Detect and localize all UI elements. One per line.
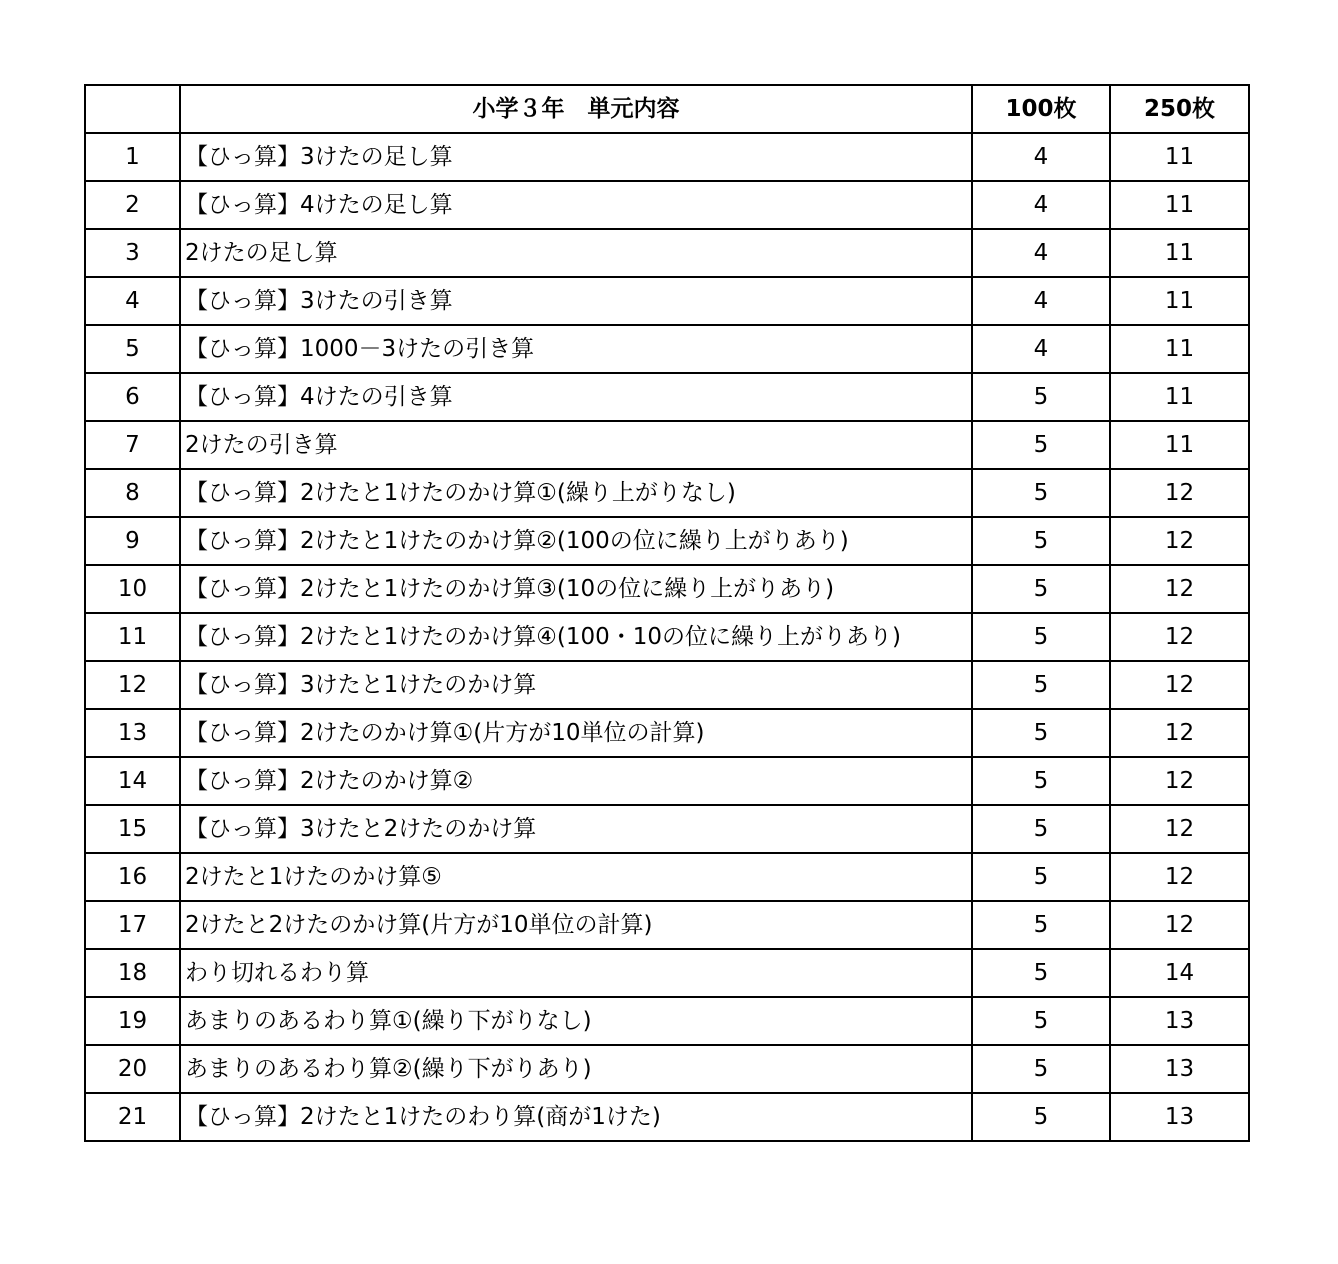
row-number: 18 [85,949,180,997]
count-100-sheets: 5 [972,709,1110,757]
row-number: 17 [85,901,180,949]
unit-title: 【ひっ算】1000－3けたの引き算 [180,325,972,373]
unit-title: 【ひっ算】2けたと1けたのかけ算④(100・10の位に繰り上がりあり) [180,613,972,661]
row-number: 12 [85,661,180,709]
count-100-sheets: 4 [972,277,1110,325]
count-250-sheets: 11 [1110,181,1249,229]
unit-title: 【ひっ算】2けたと1けたのわり算(商が1けた) [180,1093,972,1141]
unit-title: 【ひっ算】2けたと1けたのかけ算②(100の位に繰り上がりあり) [180,517,972,565]
table-row [85,517,1249,565]
row-number: 14 [85,757,180,805]
count-250-sheets: 12 [1110,613,1249,661]
table-row [85,709,1249,757]
row-number: 9 [85,517,180,565]
unit-title: 【ひっ算】3けたの足し算 [180,133,972,181]
row-number: 16 [85,853,180,901]
row-number: 19 [85,997,180,1045]
unit-title: わり切れるわり算 [180,949,972,997]
unit-title: 2けたの足し算 [180,229,972,277]
count-100-sheets: 5 [972,1045,1110,1093]
count-250-sheets: 11 [1110,421,1249,469]
unit-title: 【ひっ算】3けたと1けたのかけ算 [180,661,972,709]
count-100-sheets: 5 [972,805,1110,853]
count-100-sheets: 5 [972,1093,1110,1141]
row-number: 11 [85,613,180,661]
count-250-sheets: 11 [1110,325,1249,373]
table-row [85,469,1249,517]
count-250-sheets: 14 [1110,949,1249,997]
count-250-sheets: 11 [1110,373,1249,421]
count-250-sheets: 12 [1110,757,1249,805]
count-250-sheets: 12 [1110,901,1249,949]
table-row [85,613,1249,661]
row-number: 8 [85,469,180,517]
row-number: 2 [85,181,180,229]
count-100-sheets: 5 [972,517,1110,565]
table-row [85,757,1249,805]
row-number: 10 [85,565,180,613]
header-250-sheets: 250枚 [1110,85,1249,133]
unit-title: 2けたと2けたのかけ算(片方が10単位の計算) [180,901,972,949]
count-100-sheets: 5 [972,757,1110,805]
count-250-sheets: 11 [1110,229,1249,277]
count-100-sheets: 4 [972,229,1110,277]
row-number: 3 [85,229,180,277]
header-number [85,85,180,133]
count-100-sheets: 5 [972,997,1110,1045]
count-100-sheets: 4 [972,133,1110,181]
count-250-sheets: 12 [1110,469,1249,517]
count-100-sheets: 4 [972,181,1110,229]
count-250-sheets: 12 [1110,709,1249,757]
count-250-sheets: 13 [1110,997,1249,1045]
unit-title: 【ひっ算】2けたのかけ算② [180,757,972,805]
count-250-sheets: 11 [1110,133,1249,181]
count-100-sheets: 5 [972,853,1110,901]
count-250-sheets: 12 [1110,853,1249,901]
unit-title: 2けたと1けたのかけ算⑤ [180,853,972,901]
table-row [85,229,1249,277]
row-number: 5 [85,325,180,373]
count-250-sheets: 11 [1110,277,1249,325]
table-row [85,949,1249,997]
count-100-sheets: 5 [972,373,1110,421]
count-250-sheets: 12 [1110,805,1249,853]
unit-title: 【ひっ算】2けたと1けたのかけ算①(繰り上がりなし) [180,469,972,517]
unit-title: 【ひっ算】4けたの足し算 [180,181,972,229]
row-number: 6 [85,373,180,421]
count-250-sheets: 12 [1110,661,1249,709]
unit-title: 【ひっ算】3けたと2けたのかけ算 [180,805,972,853]
count-100-sheets: 5 [972,661,1110,709]
count-100-sheets: 5 [972,469,1110,517]
table-row [85,901,1249,949]
count-100-sheets: 5 [972,565,1110,613]
table-header [85,85,1249,133]
row-number: 7 [85,421,180,469]
row-number: 20 [85,1045,180,1093]
table-row [85,325,1249,373]
count-250-sheets: 13 [1110,1045,1249,1093]
count-100-sheets: 5 [972,421,1110,469]
row-number: 13 [85,709,180,757]
table-row [85,661,1249,709]
count-100-sheets: 5 [972,901,1110,949]
count-100-sheets: 5 [972,613,1110,661]
header-100-sheets: 100枚 [972,85,1110,133]
unit-title: 【ひっ算】2けたのかけ算①(片方が10単位の計算) [180,709,972,757]
units-table [84,84,1250,1142]
row-number: 1 [85,133,180,181]
unit-title: 【ひっ算】4けたの引き算 [180,373,972,421]
table-row [85,1093,1249,1141]
unit-title: あまりのあるわり算①(繰り下がりなし) [180,997,972,1045]
table-row [85,853,1249,901]
table-body [85,133,1249,1141]
count-250-sheets: 12 [1110,517,1249,565]
count-250-sheets: 13 [1110,1093,1249,1141]
table-row [85,133,1249,181]
table-row [85,181,1249,229]
table-row [85,997,1249,1045]
table-row [85,565,1249,613]
table-row [85,277,1249,325]
unit-title: 【ひっ算】3けたの引き算 [180,277,972,325]
row-number: 15 [85,805,180,853]
unit-title: あまりのあるわり算②(繰り下がりあり) [180,1045,972,1093]
count-100-sheets: 4 [972,325,1110,373]
table-row [85,373,1249,421]
table-row [85,1045,1249,1093]
count-100-sheets: 5 [972,949,1110,997]
row-number: 4 [85,277,180,325]
table-row [85,805,1249,853]
count-250-sheets: 12 [1110,565,1249,613]
unit-title: 2けたの引き算 [180,421,972,469]
unit-title: 【ひっ算】2けたと1けたのかけ算③(10の位に繰り上がりあり) [180,565,972,613]
row-number: 21 [85,1093,180,1141]
header-unit-content: 小学３年 単元内容 [180,85,972,133]
table-row [85,421,1249,469]
header-row [85,85,1249,133]
